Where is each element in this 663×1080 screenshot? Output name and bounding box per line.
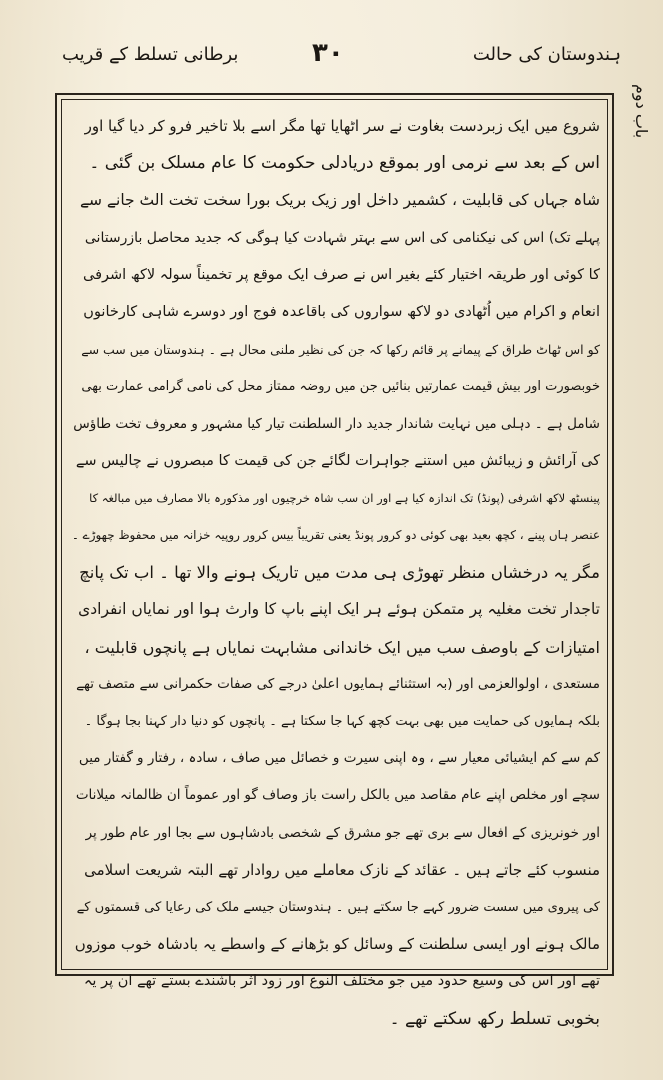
text-line: کم سے کم ایشیائی معیار سے ، وہ اپنی سیرت و خصائل میں صاف ، سادہ ، رفتار و گفتار میں: [78, 750, 600, 767]
text-line: بلکہ ہمایوں کی حمایت میں بھی بہت کچھ کہا جا سکتا ہے ۔ پانچوں کو دنیا دار کہنا بجا ہوگا ۔: [84, 714, 600, 729]
text-line: کی پیروی میں سست ضرور کہے جا سکتے ہیں ۔ ہندوستان جیسے ملک کی رعایا کی قسمتوں کے: [76, 899, 600, 915]
chapter-side-label: باب دوم: [632, 84, 651, 139]
text-line: کی آرائش و زیبائش میں استنے جواہرات لگائے جن کی قیمت کا مبصروں نے چالیس سے: [75, 452, 600, 469]
text-line: پینسٹھ لاکھ اشرفی (پونڈ) تک اندازہ کیا ہے اور ان سب شاہ خرچیوں اور مذکورہ بالا مصارف میں مبالغہ کا: [89, 490, 600, 505]
text-line: اس کے بعد سے نرمی اور بموقع دریادلی حکومت کا عام مسلک بن گئی ۔: [89, 153, 600, 174]
text-line: امتیازات کے باوصف سب میں ایک خاندانی مشابہت نمایاں ہے پانچوں قابلیت ،: [84, 637, 600, 657]
text-line: مالک ہونے اور ایسی سلطنت کے وسائل کو بڑھانے کے واسطے یہ بادشاہ خوب موزوں: [74, 935, 600, 954]
text-line: مستعدی ، اولوالعزمی اور (بہ استثنائے ہمایوں اعلیٰ درجے کی صفات حکمرانی سے متصف تھے: [76, 675, 600, 692]
text-line: مگر یہ درخشاں منظر تھوڑی ہی مدت میں تاریک ہونے والا تھا ۔ اب تک پانچ: [79, 563, 600, 583]
text-line: شروع میں ایک زبردست بغاوت نے سر اٹھایا تھا مگر اسے بلا تاخیر فرو کر دیا گیا اور: [84, 117, 600, 135]
running-header-chapter: برطانی تسلط کے قریب: [62, 44, 239, 65]
text-line: اور خونریزی کے افعال سے بری تھے جو مشرق کے شخصی بادشاہوں سے بجا اور عام طور پر: [85, 824, 600, 841]
body-text: [72, 108, 600, 1038]
text-line: سچے اور مخلص اپنے عام مقاصد میں بالکل راست باز وصاف گو اور عموماً ان ظالمانہ میلانات: [75, 787, 600, 804]
text-line: تاجدار تخت مغلیہ پر متمکن ہوئے ہر ایک اپنے باپ کا وارث ہوا اور نمایاں انفرادی: [78, 600, 600, 619]
text-line: منسوب کئے جاتے ہیں ۔ عقائد کے نازک معاملے میں روادار تھے البتہ شریعت اسلامی: [84, 860, 600, 879]
text-line: انعام و اکرام میں اُٹھادی دو لاکھ سواروں کی باقاعدہ فوج اور دوسرے شاہی کارخانوں: [83, 303, 600, 320]
text-line: شاہ جہاں کی قابلیت ، کشمیر داخل اور زیک بریک بورا سخت تخت الٹ جانے سے: [79, 191, 600, 210]
text-line: عنصر ہاں پینے ، کچھ بعید بھی کوئی دو کرور پونڈ یعنی تقریباً بیس کرور روپیہ خزانہ میں محفوظ چھوڑے ۔: [72, 528, 600, 543]
text-line: شامل ہے ۔ دہلی میں نہایت شاندار جدید دار السلطنت تیار کیا مشہور و معروف تخت طاؤس: [73, 415, 600, 432]
text-line: کو اس ٹھاٹ طراق کے پیمانے پر قائم رکھا کہ جن کی نظیر ملنی محال ہے ۔ ہندوستان میں سب سے: [81, 342, 600, 358]
text-line: پہلے تک) اس کی نیکنامی کی اس سے بہتر شہادت کیا ہوگی کہ جدید محاصل بازرستانی: [84, 229, 600, 246]
text-line: خوبصورت اور بیش قیمت عمارتیں بنائیں جن میں روضہ ممتاز محل کی نامی گرامی عمارت بھی: [81, 379, 600, 395]
running-header-title: ہندوستان کی حالت: [472, 44, 621, 65]
text-line: تھے اور اس کی وسیع حدود میں جو مختلف النوع اور زود اثر باشندے بستے تھے ان پر یہ: [83, 973, 600, 990]
text-line: بخوبی تسلط رکھ سکتے تھے ۔: [389, 1008, 600, 1029]
page-number: ۳۰: [312, 38, 344, 68]
text-line: کا کوئی اور طریقہ اختیار کئے بغیر اس نے صرف ایک موقع پر تخمیناً سولہ لاکھ اشرفی: [83, 266, 600, 283]
